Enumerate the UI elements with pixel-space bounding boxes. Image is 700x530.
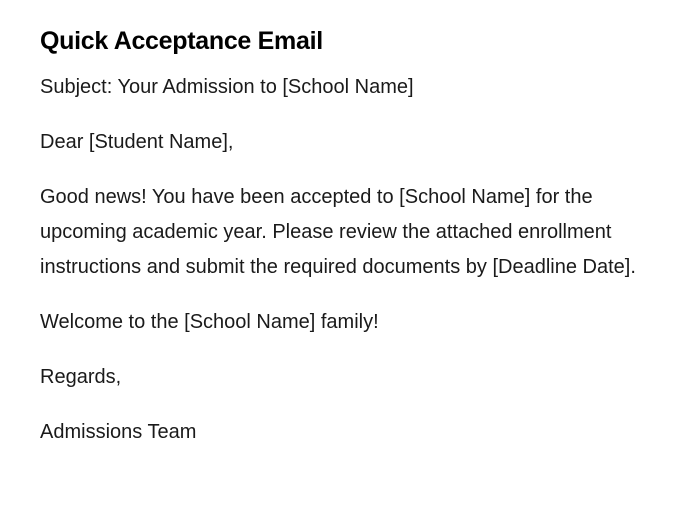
email-greeting: Dear [Student Name], [40,131,234,153]
document-title: Quick Acceptance Email [40,27,323,55]
email-body: Good news! You have been accepted to [School Name] for the upcoming academic year. Please review the attached enrollment instructions and submit the required documents by [Deadline Date]. [40,186,636,278]
email-closing: Regards, [40,366,122,388]
email-subject: Subject: Your Admission to [School Name] [40,76,414,98]
email-signature: Admissions Team [40,421,197,443]
email-welcome: Welcome to the [School Name] family! [40,311,379,333]
